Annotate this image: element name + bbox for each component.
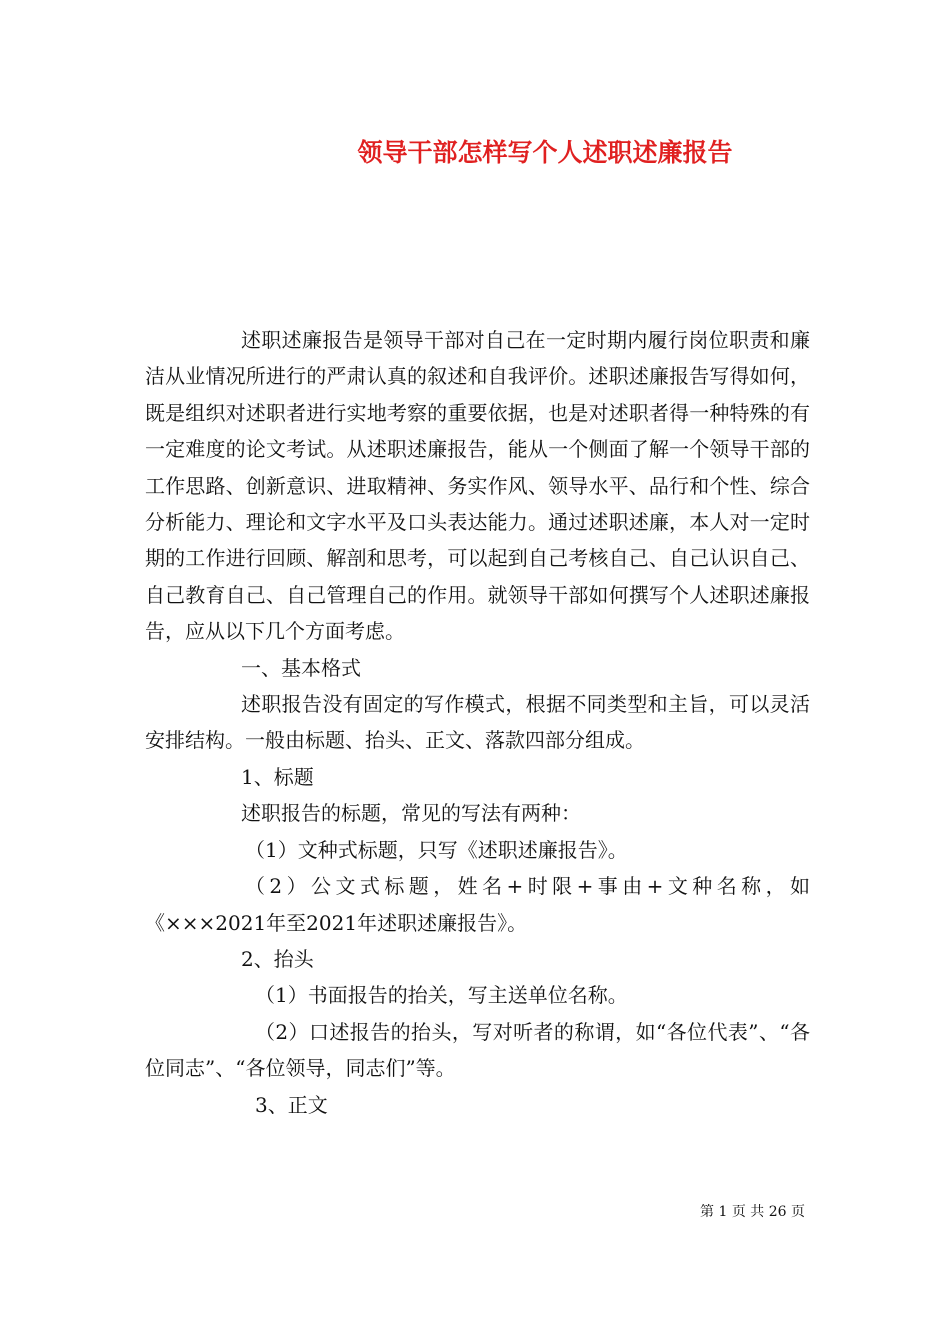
heading-body-section: 3、正文 — [255, 1092, 328, 1117]
document-title: 领导干部怎样写个人述职述廉报告 — [357, 138, 733, 167]
list-item-header-type-2: （2）口述报告的抬头，写对听者的称谓，如“各位代表”、“各位同志”、“各位领导，同志们”等。 — [145, 1019, 810, 1081]
list-item-title-type-1: （1）文种式标题，只写《述职述廉报告》。 — [245, 837, 628, 862]
list-item-title-type-2: （2）公文式标题，姓名+时限+事由+文种名称，如《×××2021年至2021年述职述廉报告》。 — [145, 874, 810, 935]
page-number: 第 1 页 共 26 页 — [700, 1204, 805, 1220]
paragraph-title-types: 述职报告的标题，常见的写法有两种： — [241, 801, 581, 826]
paragraph-intro: 述职述廉报告是领导干部对自己在一定时期内履行岗位职责和廉洁从业情况所进行的严肃认真的叙述和自我评价。述职述廉报告写得如何，既是组织对述职者进行实地考察的重要依据，也是对述职者得一种特殊的有一定难度的论文考试。从述职述廉报告，能从一个侧面了解一个领导干部的工作思路、创新意识、进取精神、务实作风、领导水平、品行和个性、综合分析能力、理论和文字水平及口头表达能力。通过述职述廉，本人对一定时期的工作进行回顾、解剖和思考，可以起到自己考核自己、自己认识自己、自己教育自己、自己管理自己的作用。就领导干部如何撰写个人述职述廉报告，应从以下几个方面考虑。 — [145, 328, 810, 644]
heading-header-section: 2、抬头 — [241, 946, 314, 971]
list-item-header-type-1: （1）书面报告的抬关，写主送单位名称。 — [255, 983, 628, 1008]
heading-basic-format: 一、基本格式 — [241, 655, 361, 680]
paragraph-format-desc: 述职报告没有固定的写作模式，根据不同类型和主旨，可以灵活安排结构。一般由标题、抬头、正文、落款四部分组成。 — [145, 692, 810, 753]
heading-title-section: 1、标题 — [241, 764, 314, 789]
document-body — [145, 322, 810, 1123]
